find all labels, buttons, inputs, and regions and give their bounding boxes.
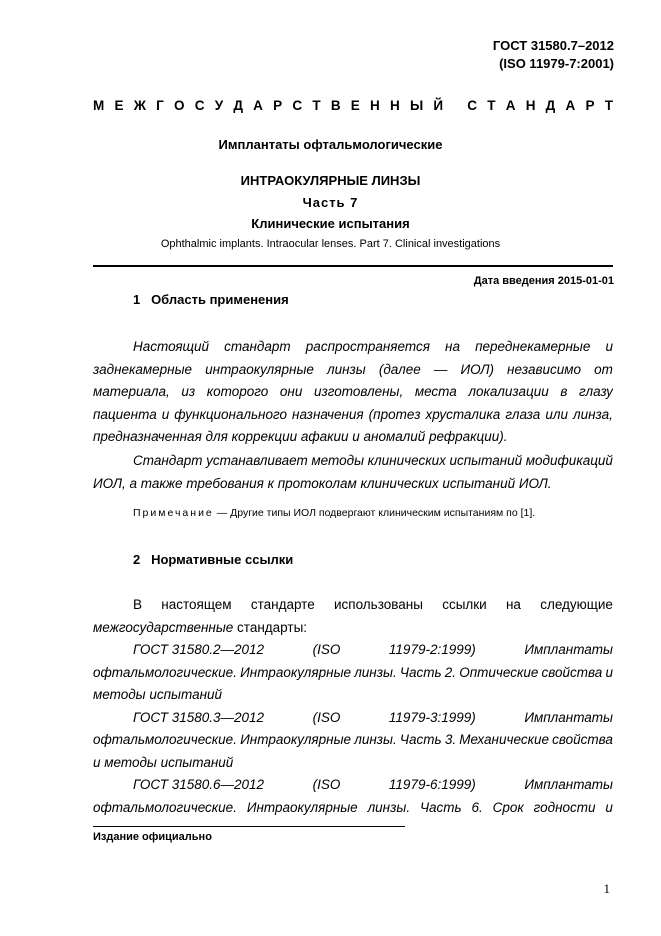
text-line: ИОЛ, а также требования к протоколам клинических испытаний ИОЛ. [93, 475, 552, 491]
letter: Т [604, 98, 613, 113]
letter: А [253, 98, 263, 113]
letter: Д [545, 98, 556, 113]
text-line: Настоящий стандарт распространяется на переднекамерные и [133, 339, 613, 354]
reference-line: офтальмологические. Интраокулярные линзы. Часть 3. Механические свойства [93, 732, 613, 747]
letter: Д [233, 98, 243, 113]
note [133, 507, 535, 519]
title-part: Часть 7 [302, 195, 359, 210]
section-2-body [93, 594, 613, 819]
reference-line: и методы испытаний [93, 754, 234, 770]
note-label: Примечание [133, 507, 214, 519]
letter: О [174, 98, 185, 113]
letter: Й [433, 98, 444, 113]
letter: М [93, 98, 105, 113]
reference-line: ГОСТ 31580.6—2012 (ISO 11979-6:1999) Имплантаты [133, 777, 613, 792]
letter: Ж [133, 98, 146, 113]
standard-type-letters [93, 98, 613, 113]
text-line: межгосударственные стандарты: [93, 619, 308, 635]
section-2-heading: 2 Нормативные ссылки [133, 552, 294, 567]
letter: А [565, 98, 576, 113]
reference-line: офтальмологические. Интраокулярные линзы. Часть 2. Оптические свойства и [93, 664, 613, 680]
title-category: Имплантаты офтальмологические [218, 137, 443, 152]
standard-type-heading [93, 98, 613, 113]
text-line: Стандарт устанавливает методы клинических испытаний модификаций [133, 453, 613, 468]
letter: Т [487, 98, 496, 113]
title-subtitle: Клинические испытания [251, 216, 410, 231]
page-number: 1 [603, 881, 610, 896]
introduction-date: Дата введения 2015-01-01 [473, 275, 614, 287]
text-line: материала, из которого они изготовлены, места локализации в глазу [93, 384, 613, 399]
reference-line: ГОСТ 31580.3—2012 (ISO 11979-3:1999) Имплантаты [133, 709, 613, 725]
standard-code: ГОСТ 31580.7–2012 [492, 38, 614, 53]
letter: А [505, 98, 516, 113]
section-1-paragraph-2 [93, 450, 613, 495]
text-line: предназначенная для коррекции афакии и аномалий рефракции). [93, 429, 508, 444]
letter: С [194, 98, 205, 113]
letter: Е [114, 98, 124, 113]
iso-reference: (ISO 11979-7:2001) [499, 56, 614, 71]
standard-designation [493, 37, 614, 73]
footer-divider [93, 826, 405, 827]
title-main: ИНТРАОКУЛЯРНЫЕ ЛИНЗЫ [240, 173, 421, 188]
text-line: заднекамерные интраокулярные линзы (далее — ИОЛ) независимо от [93, 361, 613, 377]
section-1-heading: 1 Область применения [133, 292, 289, 307]
edition-label: Издание официально [93, 831, 212, 843]
letter: Т [312, 98, 321, 113]
letter: Р [273, 98, 283, 113]
note-text: — Другие типы ИОЛ подвергают клиническим испытаниям по [1]. [213, 507, 536, 519]
text-line: В настоящем стандарте использованы ссылки на следующие [133, 597, 613, 612]
reference-line: офтальмологические. Интраокулярные линзы. Часть 6. Срок годности и [93, 799, 613, 815]
letter: С [467, 98, 478, 113]
letter: У [214, 98, 224, 113]
letter: Г [156, 98, 164, 113]
letter: Н [389, 98, 400, 113]
letter: С [292, 98, 303, 113]
letter: Н [525, 98, 536, 113]
letter: Р [585, 98, 595, 113]
title-english: Ophthalmic implants. Intraocular lenses. Part 7. Clinical investigations [160, 238, 501, 250]
letter: Ы [409, 98, 424, 113]
title-divider [93, 265, 613, 267]
reference-line: ГОСТ 31580.2—2012 (ISO 11979-2:1999) Имплантаты [133, 642, 613, 657]
section-1-paragraph-1 [93, 336, 613, 449]
letter: В [330, 98, 341, 113]
reference-line: методы испытаний [93, 687, 223, 702]
letter: Н [370, 98, 380, 113]
letter: Е [350, 98, 360, 113]
text-line: пациента и функционального назначения (протез хрусталика глаза или линза, [93, 406, 613, 422]
